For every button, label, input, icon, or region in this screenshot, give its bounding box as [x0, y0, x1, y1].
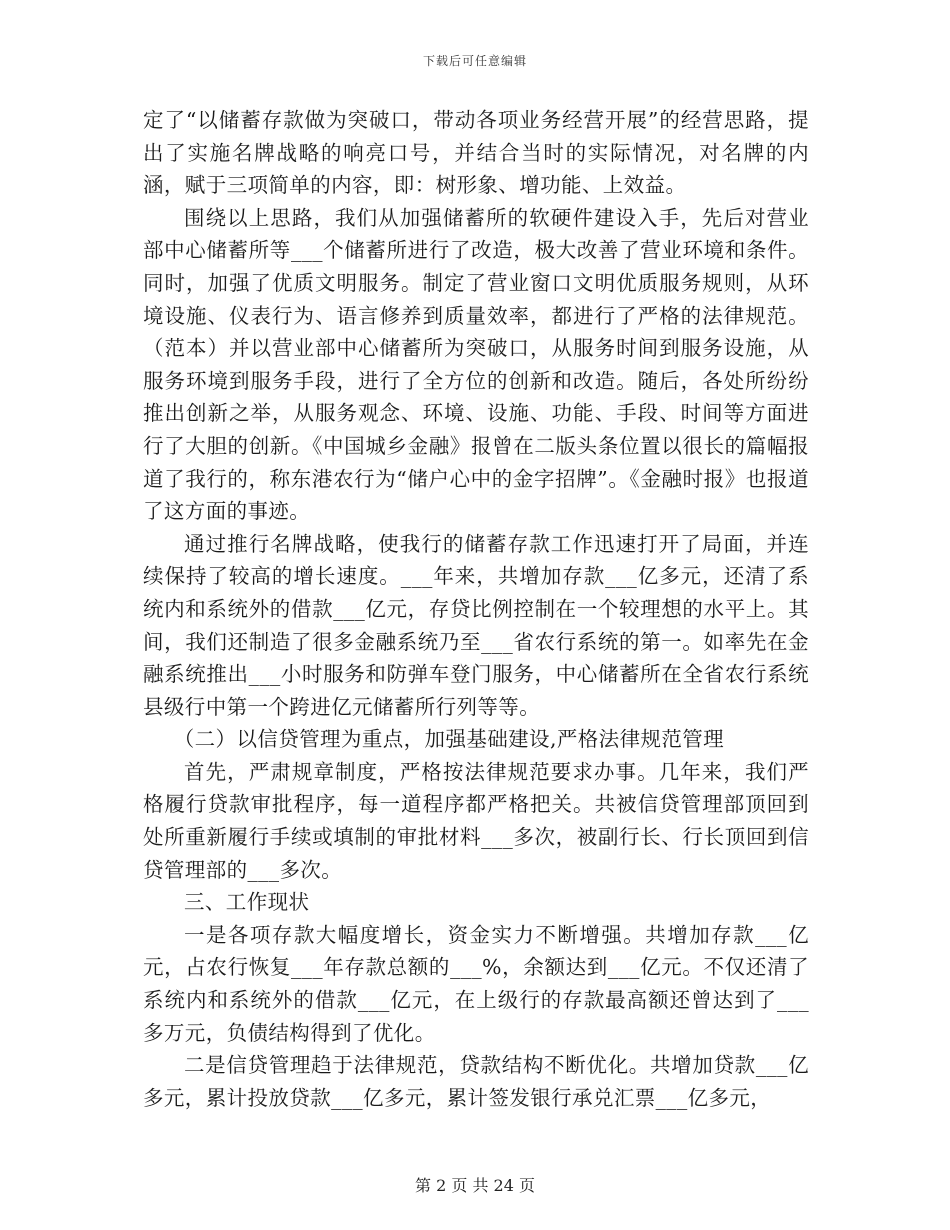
page-number: 第 2 页 共 24 页: [415, 1176, 535, 1195]
paragraph-1: 定了“以储蓄存款做为突破口，带动各项业务经营开展”的经营思路，提出了实施名牌战略的响亮口号，并结合当时的实际情况，对名牌的内涵，赋于三项简单的内容，即：树形象、增功能、上效益。: [143, 108, 809, 198]
paragraph-4: 首先，严肃规章制度，严格按法律规范要求办事。几年来，我们严格履行贷款审批程序，每一道程序都严格把关。共被信贷管理部顶回到处所重新履行手续或填制的审批材料___多次，被副行长、行长顶回到信贷管理部的___多次。: [143, 759, 809, 882]
paragraph-3: 通过推行名牌战略，使我行的储蓄存款工作迅速打开了局面，并连续保持了较高的增长速度。___年来，共增加存款___亿多元，还清了系统内和系统外的借款___亿元，存贷比例控制在一个较理想的水平上。其间，我们还制造了很多金融系统乃至___省农行系统的第一。如率先在金融系统推出___小时服务和防弹车登门服务，中心储蓄所在全省农行系统县级行中第一个跨进亿元储蓄所行列等等。: [143, 531, 809, 719]
page-header: 下载后可任意编辑: [422, 54, 527, 68]
paragraph-2: 围绕以上思路，我们从加强储蓄所的软硬件建设入手，先后对营业部中心储蓄所等___个储蓄所进行了改造，极大改善了营业环境和条件。同时，加强了优质文明服务。制定了营业窗口文明优质服务规则，从环境设施、仪表行为、语言修养到质量效率，都进行了严格的法律规范。（范本）并以营业部中心储蓄所为突破口，从服务时间到服务设施，从服务环境到服务手段，进行了全方位的创新和改造。随后，各处所纷纷推出创新之举，从服务观念、环境、设施、功能、手段、时间等方面进行了大胆的创新。《中国城乡金融》报曾在二版头条位置以很长的篇幅报道了我行的，称东港农行为“储户心中的金字招牌”。《金融时报》也报道了这方面的事迹。: [143, 205, 809, 524]
section-subheading: （二）以信贷管理为重点，加强基础建设,严格法律规范管理: [173, 727, 725, 752]
section-heading: 三、工作现状: [184, 890, 310, 915]
paragraph-6: 二是信贷管理趋于法律规范，贷款结构不断优化。共增加贷款___亿多元，累计投放贷款___亿多元，累计签发银行承兑汇票___亿多元，: [143, 1053, 809, 1110]
document-body: [143, 104, 809, 1114]
paragraph-5: 一是各项存款大幅度增长，资金实力不断增强。共增加存款___亿元，占农行恢复___年存款总额的___%，余额达到___亿元。不仅还清了系统内和系统外的借款___亿元，在上级行的存款最高额还曾达到了___多万元，负债结构得到了优化。: [143, 922, 809, 1045]
